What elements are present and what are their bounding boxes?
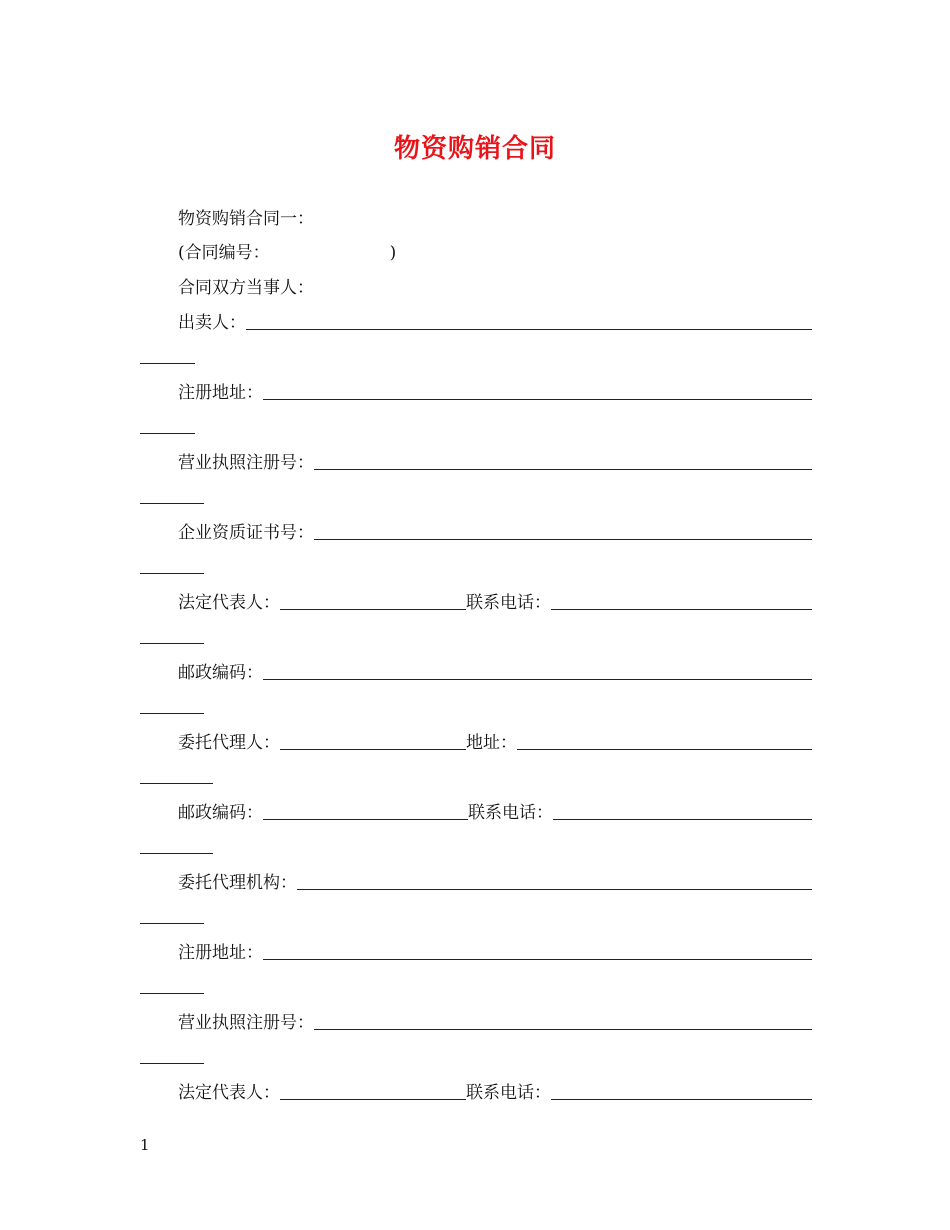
field-license-no-2-label: 营业执照注册号： [178,1013,314,1033]
field-legal-rep-2-blank[interactable] [280,1099,466,1100]
field-postcode-phone [178,800,812,824]
field-legal-rep-blank[interactable] [280,609,466,610]
contract-number [178,242,396,264]
field-agency-blank[interactable] [297,889,812,890]
field-postcode-2-label: 邮政编码： [178,803,263,823]
field-qualification-no-continuation [140,573,204,574]
intro-text: 物资购销合同一： [178,209,314,229]
field-legal-rep-label: 法定代表人： [178,593,280,613]
field-agency-label: 委托代理机构： [178,873,297,893]
field-qualification-no-label: 企业资质证书号： [178,523,314,543]
field-seller [178,310,812,334]
contract-number-label: (合同编号： [178,243,270,263]
field-phone-blank[interactable] [551,609,812,610]
field-license-no-2 [178,1010,812,1034]
field-postcode-blank[interactable] [263,679,812,680]
field-reg-address-blank[interactable] [263,399,812,400]
field-postcode-continuation [140,713,204,714]
field-postcode-phone-continuation [140,853,213,854]
field-legal-rep-continuation [140,643,204,644]
field-seller-blank[interactable] [246,329,812,330]
field-phone-2-label: 联系电话： [468,803,553,823]
field-legal-rep-2-label: 法定代表人： [178,1083,280,1103]
field-reg-address-2-blank[interactable] [263,959,812,960]
field-phone-3-blank[interactable] [551,1099,812,1100]
field-license-no [178,450,812,474]
field-qualification-no-blank[interactable] [314,539,812,540]
page-number: 1 [140,1136,150,1154]
field-phone-2-blank[interactable] [553,819,812,820]
field-agent-continuation [140,783,213,784]
field-agent-blank[interactable] [280,749,466,750]
field-reg-address-continuation [140,433,195,434]
field-legal-rep-phone-2 [178,1080,812,1104]
parties-heading: 合同双方当事人： [178,278,314,298]
field-license-no-continuation [140,503,204,504]
field-phone-3-label: 联系电话： [466,1083,551,1103]
field-phone-label: 联系电话： [466,593,551,613]
field-seller-label: 出卖人： [178,313,246,333]
field-agency-continuation [140,923,204,924]
field-reg-address-label: 注册地址： [178,383,263,403]
field-license-no-2-blank[interactable] [314,1029,812,1030]
field-reg-address [178,380,812,404]
field-seller-continuation [140,363,195,364]
field-qualification-no [178,520,812,544]
field-license-no-label: 营业执照注册号： [178,453,314,473]
field-address-label: 地址： [466,733,517,753]
field-agent-address [178,730,812,754]
field-address-blank[interactable] [517,749,812,750]
field-reg-address-2-label: 注册地址： [178,943,263,963]
field-reg-address-2 [178,940,812,964]
document-title: 物资购销合同 [393,134,556,164]
field-postcode-label: 邮政编码： [178,663,263,683]
field-reg-address-2-continuation [140,993,204,994]
field-legal-rep-phone [178,590,812,614]
contract-number-close: ) [389,243,397,263]
field-postcode [178,660,812,684]
field-agency [178,870,812,894]
field-license-no-2-continuation [140,1063,204,1064]
field-agent-label: 委托代理人： [178,733,280,753]
field-postcode-2-blank[interactable] [263,819,468,820]
field-license-no-blank[interactable] [314,469,812,470]
